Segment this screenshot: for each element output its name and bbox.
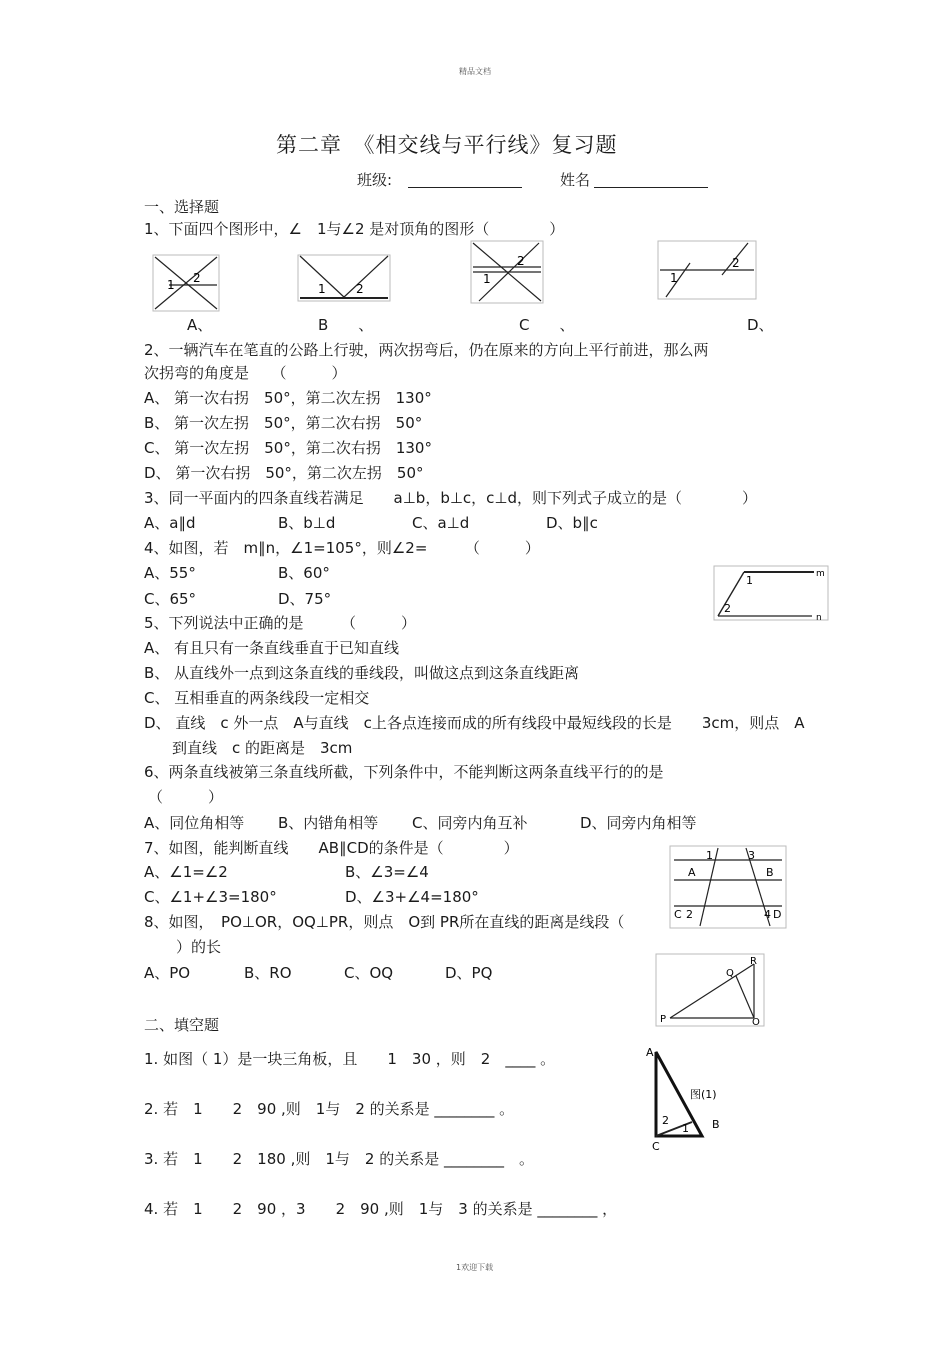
q7-point-d: D xyxy=(773,908,782,921)
q7-angle-4: 4 xyxy=(764,908,771,921)
q6-option-b[interactable]: B、内错角相等 xyxy=(278,814,379,832)
q7-option-a[interactable]: A、∠1=∠2 xyxy=(144,863,228,881)
q1-option-c[interactable]: C 、 xyxy=(519,316,575,334)
section-heading-fill: 二、填空题 xyxy=(144,1016,220,1034)
q1c-angle-1: 1 xyxy=(483,272,491,286)
section-heading-choice: 一、选择题 xyxy=(144,198,220,216)
q2-option-b[interactable]: B、 第一次左拐 50°，第二次右拐 50° xyxy=(144,414,423,432)
q5-option-b[interactable]: B、 从直线外一点到这条直线的垂线段，叫做这点到这条直线距离 xyxy=(144,664,580,682)
q4-option-d[interactable]: D、75° xyxy=(278,590,332,608)
q2-option-a[interactable]: A、 第一次右拐 50°，第二次左拐 130° xyxy=(144,389,432,407)
class-label: 班级: xyxy=(357,171,393,189)
q7-point-b: B xyxy=(766,866,774,879)
q8-point-o: O xyxy=(752,1017,760,1028)
q3-stem: 3、同一平面内的四条直线若满足 a⊥b，b⊥c，c⊥d，则下列式子成立的是（ ） xyxy=(144,489,757,507)
fig1-angle-2: 2 xyxy=(662,1114,669,1127)
q4-angle-1: 1 xyxy=(746,574,753,587)
q1-option-a[interactable]: A、 xyxy=(187,316,213,334)
q1-option-d[interactable]: D、 xyxy=(747,316,774,334)
q7-option-d[interactable]: D、∠3+∠4=180° xyxy=(345,888,479,906)
q1-figure-a xyxy=(153,255,219,311)
q6-stem-line2: （ ） xyxy=(148,788,224,806)
q6-option-c[interactable]: C、同旁内角互补 xyxy=(412,814,528,832)
q7-point-a: A xyxy=(688,866,696,879)
q1c-angle-2: 2 xyxy=(517,254,525,268)
q4-stem: 4、如图，若 m∥n，∠1=105°，则∠2= （ ） xyxy=(144,539,540,557)
q7-option-b[interactable]: B、∠3=∠4 xyxy=(345,863,429,881)
q5-option-c[interactable]: C、 互相垂直的两条线段一定相交 xyxy=(144,689,370,707)
q4-line-m: m xyxy=(816,569,825,579)
q4-figure xyxy=(714,566,828,623)
page-footer: 1欢迎下载 xyxy=(456,1263,494,1272)
q3-option-c[interactable]: C、a⊥d xyxy=(412,514,470,532)
q8-stem-line2: ）的长 xyxy=(176,938,222,956)
q8-option-a[interactable]: A、PO xyxy=(144,964,191,982)
fill-item-4: 4. 若 1 2 90 ，3 2 90 ,则 1与 3 的关系是 ________ ， xyxy=(144,1200,618,1218)
q2-stem-line2: 次拐弯的角度是 （ ） xyxy=(144,364,347,382)
q4-angle-2: 2 xyxy=(724,602,731,615)
q3-option-b[interactable]: B、b⊥d xyxy=(278,514,336,532)
q1-figure-b xyxy=(298,255,390,301)
q4-line-n: n xyxy=(816,613,822,623)
q8-option-b[interactable]: B、RO xyxy=(244,964,292,982)
q3-option-a[interactable]: A、a∥d xyxy=(144,514,196,532)
q8-point-q: Q xyxy=(726,968,734,979)
q7-option-c[interactable]: C、∠1+∠3=180° xyxy=(144,888,277,906)
q7-stem: 7、如图，能判断直线 AB∥CD的条件是（ ） xyxy=(144,839,519,857)
page-title: 第二章 《相交线与平行线》复习题 xyxy=(276,133,618,157)
q1-stem: 1、下面四个图形中，∠ 1与∠2 是对顶角的图形（ ） xyxy=(144,220,565,238)
q7-point-c: C xyxy=(674,908,682,921)
q8-option-c[interactable]: C、OQ xyxy=(344,964,394,982)
fig1-point-c: C xyxy=(652,1140,660,1153)
q8-point-r: R xyxy=(750,956,757,967)
q5-option-d-line1[interactable]: D、 直线 c 外一点 A与直线 c上各点连接而成的所有线段中最短线段的长是 3cm，则点 A xyxy=(144,714,805,732)
fill-item-1: 1. 如图（ 1）是一块三角板，且 1 30 ，则 2 ____ 。 xyxy=(144,1050,556,1068)
fig1-angle-1: 1 xyxy=(682,1122,689,1135)
q4-option-b[interactable]: B、60° xyxy=(278,564,330,582)
q5-option-a[interactable]: A、 有且只有一条直线垂直于已知直线 xyxy=(144,639,400,657)
q3-option-d[interactable]: D、b∥c xyxy=(546,514,598,532)
q1-option-b[interactable]: B 、 xyxy=(318,316,374,334)
q6-option-a[interactable]: A、同位角相等 xyxy=(144,814,245,832)
q1b-angle-2: 2 xyxy=(356,282,364,296)
q8-point-p: P xyxy=(660,1014,667,1025)
q6-option-d[interactable]: D、同旁内角相等 xyxy=(580,814,697,832)
q2-option-d[interactable]: D、 第一次右拐 50°，第二次左拐 50° xyxy=(144,464,424,482)
q7-angle-1: 1 xyxy=(706,849,713,862)
q8-stem-line1: 8、如图， PO⊥OR，OQ⊥PR，则点 O到 PR所在直线的距离是线段（ xyxy=(144,913,625,931)
q2-option-c[interactable]: C、 第一次左拐 50°，第二次右拐 130° xyxy=(144,439,432,457)
q7-angle-3: 3 xyxy=(748,849,755,862)
name-label: 姓名 xyxy=(560,171,591,189)
q1-figure-d xyxy=(658,241,756,299)
fig1-caption: 图(1) xyxy=(690,1088,717,1101)
q5-option-d-line2: 到直线 c 的距离是 3cm xyxy=(172,739,353,757)
q4-option-a[interactable]: A、55° xyxy=(144,564,196,582)
fig1-point-b: B xyxy=(712,1118,720,1131)
q8-option-d[interactable]: D、PQ xyxy=(445,964,493,982)
q5-stem: 5、下列说法中正确的是 （ ） xyxy=(144,614,417,632)
name-blank[interactable] xyxy=(594,187,708,188)
fill-item-2: 2. 若 1 2 90 ,则 1与 2 的关系是 ________ 。 xyxy=(144,1100,515,1118)
q6-stem-line1: 6、两条直线被第三条直线所截，下列条件中，不能判断这两条直线平行的的是 xyxy=(144,763,664,781)
q8-figure xyxy=(656,954,764,1026)
q7-figure xyxy=(670,846,786,928)
q2-stem-line1: 2、一辆汽车在笔直的公路上行驶，两次拐弯后，仍在原来的方向上平行前进，那么两 xyxy=(144,341,709,359)
fill-item-3: 3. 若 1 2 180 ,则 1与 2 的关系是 ________ 。 xyxy=(144,1150,534,1168)
q1-figure-c xyxy=(471,241,543,303)
q1a-angle-1: 1 xyxy=(167,278,175,292)
watermark: 精品文档 xyxy=(459,67,491,76)
fig1-point-a: A xyxy=(646,1046,654,1059)
q4-option-c[interactable]: C、65° xyxy=(144,590,197,608)
q1d-angle-1: 1 xyxy=(670,271,678,285)
q7-angle-2: 2 xyxy=(686,908,693,921)
fill-figure-triangle xyxy=(640,1042,730,1154)
q1b-angle-1: 1 xyxy=(318,282,326,296)
q1a-angle-2: 2 xyxy=(193,271,201,285)
class-blank[interactable] xyxy=(408,187,522,188)
q1d-angle-2: 2 xyxy=(732,256,740,270)
